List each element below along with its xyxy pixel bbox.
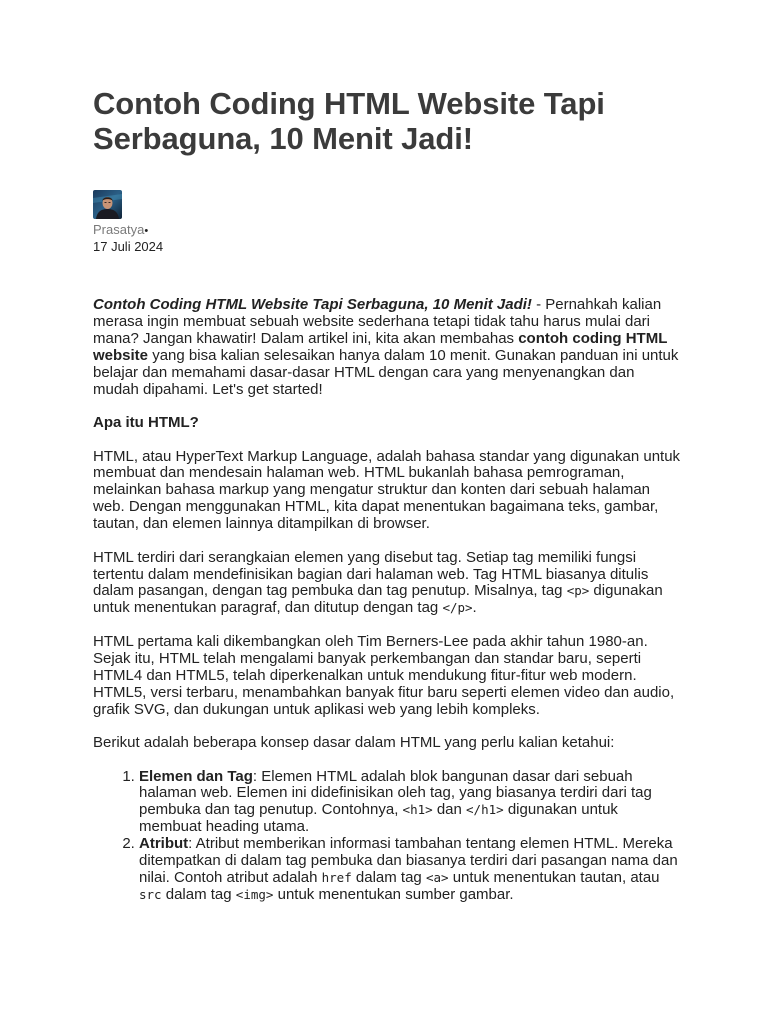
intro-text-1: - Pernahkah kalian merasa ingin membuat sebuah website sederhana tetapi tidak tahu harus mulai dari mana? Jangan khawatir! Dalam artikel ini, kita akan membahas bbox=[93, 296, 662, 347]
section-heading bbox=[93, 415, 683, 432]
list-item-text: untuk menentukan tautan, atau bbox=[448, 868, 660, 886]
article-title: Contoh Coding HTML Website Tapi Serbaguna, 10 Menit Jadi! bbox=[93, 86, 605, 156]
paragraph-4: Berikut adalah beberapa konsep dasar dalam HTML yang perlu kalian ketahui: bbox=[93, 734, 615, 751]
paragraph-3: HTML pertama kali dikembangkan oleh Tim Berners-Lee pada akhir tahun 1980-an. Sejak itu, HTML telah mengalami banyak perkembangan dan standar baru, seperti HTML4 dan HTML5, telah diperkenalkan untuk mendukung fitur-fitur web modern. HTML5, versi terbaru, menambahkan banyak fitur baru seperti elemen video dan audio, grafik SVG, dan dukungan untuk aplikasi web yang lebih kompleks. bbox=[93, 632, 675, 718]
concepts-list bbox=[93, 769, 683, 904]
avatar-image-icon bbox=[93, 190, 122, 219]
paragraph-2 bbox=[93, 550, 683, 618]
list-item-text: untuk menentukan sumber gambar. bbox=[273, 885, 514, 903]
code-a-tag: <a> bbox=[425, 869, 449, 885]
author-separator: • bbox=[144, 225, 149, 237]
intro-paragraph bbox=[93, 297, 683, 398]
code-h1-close: </h1> bbox=[466, 802, 504, 818]
intro-keyword: contoh coding HTML website bbox=[93, 329, 668, 364]
author-name[interactable]: Prasatya bbox=[93, 222, 145, 237]
code-src: src bbox=[139, 886, 162, 902]
list-item-text: dan bbox=[432, 801, 467, 819]
heading-apa-itu-html: Apa itu HTML? bbox=[93, 414, 199, 432]
list-item-text: : Atribut memberikan informasi tambahan tentang elemen HTML. Mereka ditempatkan di dalam tag pembuka dan biasanya terdiri dari pasangan nama dan nilai. Contoh atribut adalah bbox=[139, 835, 678, 886]
list-item bbox=[139, 836, 683, 904]
list-item-text: digunakan untuk membuat heading utama. bbox=[139, 801, 618, 836]
code-href: href bbox=[321, 869, 352, 885]
code-img-tag: <img> bbox=[235, 886, 274, 902]
list-item bbox=[139, 769, 683, 837]
code-h1-open: <h1> bbox=[402, 802, 433, 818]
paragraph-2-text-3: . bbox=[472, 599, 477, 617]
author-avatar[interactable] bbox=[93, 190, 122, 219]
list-item-text: dalam tag bbox=[161, 885, 236, 903]
byline bbox=[93, 222, 163, 255]
publish-date: 17 Juli 2024 bbox=[93, 239, 164, 254]
intro-lead: Contoh Coding HTML Website Tapi Serbaguna, 10 Menit Jadi! bbox=[93, 296, 532, 313]
article-body bbox=[93, 297, 683, 904]
list-item-term: Elemen dan Tag bbox=[139, 767, 253, 785]
intro-text-2: yang bisa kalian selesaikan hanya dalam 10 menit. Gunakan panduan ini untuk belajar dan memahami dasar-dasar HTML dengan cara yang menyenangkan dan mudah dipahami. Let's get started! bbox=[93, 346, 679, 398]
paragraph-2-text-1: HTML terdiri dari serangkaian elemen yang disebut tag. Setiap tag memiliki fungsi tertentu dalam mendefinisikan bagian dari halaman web. Tag HTML biasanya ditulis dalam pasangan, dengan tag pembuka dan tag penutup. Misalnya, tag bbox=[93, 548, 649, 600]
article-page bbox=[93, 86, 683, 903]
code-p-open: <p> bbox=[566, 583, 590, 599]
code-p-close: </p> bbox=[442, 600, 473, 616]
list-item-text: dalam tag bbox=[351, 868, 426, 886]
paragraph-2-text-2: digunakan untuk menentukan paragraf, dan ditutup dengan tag bbox=[93, 582, 663, 617]
list-item-term: Atribut bbox=[139, 835, 189, 853]
list-item-text: : Elemen HTML adalah blok bangunan dasar dari sebuah halaman web. Elemen ini didefinisikan oleh tag, yang biasanya terdiri dari tag pembuka dan tag penutup. Contohnya, bbox=[139, 767, 652, 819]
paragraph-1: HTML, atau HyperText Markup Language, adalah bahasa standar yang digunakan untuk membuat dan mendesain halaman web. HTML bukanlah bahasa pemrograman, melainkan bahasa markup yang mengatur struktur dan konten dari sebuah halaman web. Dengan menggunakan HTML, kita dapat menentukan bagaimana teks, gambar, tautan, dan elemen lainnya ditampilkan di browser. bbox=[93, 447, 681, 533]
